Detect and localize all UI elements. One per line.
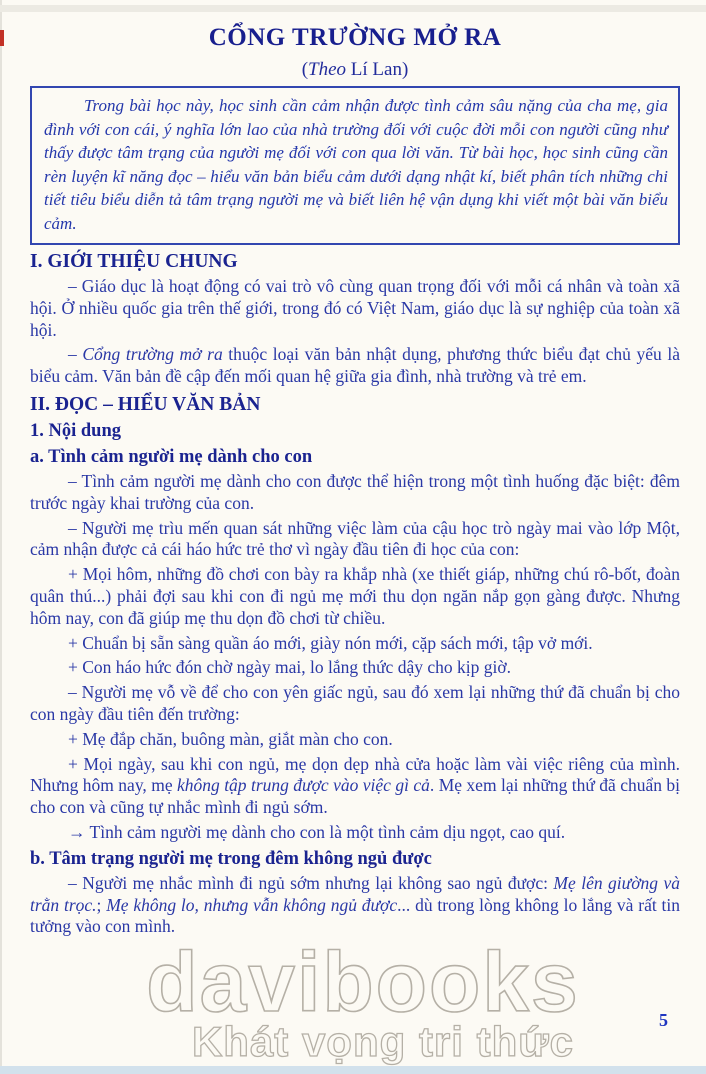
text-segment: ( [301, 59, 309, 80]
lesson-summary-text: Trong bài học này, học sinh cần cảm nhận được tình cảm sâu nặng của cha mẹ, gia đình với con cái, ý nghĩa lớn lao của nhà trường đối với cuộc đời mỗi con người cũng như thấy được tâm trạng của người mẹ đối với con qua lời văn. Từ bài học, học sinh cũng cần rèn luyện kĩ năng đọc – hiểu văn bản biểu cảm dưới dạng nhật kí, biết phân tích những chi tiết tiêu biểu diễn tả tâm trạng người mẹ và biết liên hệ vận dụng khi viết một bài văn biểu cảm. [44, 96, 668, 233]
page-number: 5 [659, 1010, 668, 1030]
text-segment: không tập trung được vào việc gì cả [177, 775, 430, 796]
section-heading-gioi-thieu-chung: I. GIỚI THIỆU CHUNG [30, 251, 238, 272]
author-byline [30, 59, 680, 81]
paragraph-a-7: + Mẹ đắp chăn, buông màn, giắt màn cho con. [68, 728, 393, 749]
paragraph-a-3: + Mọi hôm, những đồ chơi con bày ra khắp nhà (xe thiết giáp, những chú rô-bốt, đoàn quân thú...) phải đợi sau khi con đi ngủ mẹ mới thu dọn ngăn nắp gọn gàng được. Nhưng hôm nay, con đã giúp mẹ thu dọn đồ chơi từ chiều. [30, 564, 680, 628]
text-segment: Mẹ lên giường và trằn trọc. [30, 872, 680, 915]
paragraph-a-6: – Người mẹ vỗ về để cho con yên giấc ngủ, sau đó xem lại những thứ đã chuẩn bị cho con ngày đầu tiên đến trường: [30, 682, 680, 724]
section-heading-doc-hieu-van-ban: II. ĐỌC – HIỂU VĂN BẢN [30, 393, 261, 415]
lesson-title: CỔNG TRƯỜNG MỞ RA [208, 24, 502, 51]
paragraph-b-1 [30, 873, 680, 938]
scan-edge-bottom-strip [0, 1066, 706, 1074]
paragraph-intro-1: – Giáo dục là hoạt động có vai trò vô cùng quan trọng đối với mỗi cá nhân và toàn xã hội. Ở nhiều quốc gia trên thế giới, trong đó có Việt Nam, giáo dục là sự nghiệp của toàn xã hội. [30, 276, 680, 340]
text-segment: ; [96, 894, 107, 915]
text-segment: Cổng trường mở ra [82, 344, 223, 365]
subsection-heading-b-tam-trang: b. Tâm trạng người mẹ trong đêm không ngủ được [30, 848, 432, 869]
text-segment: Theo [308, 59, 347, 80]
watermark-brand-text: davibooks [146, 935, 580, 1029]
paragraph-a-1: – Tình cảm người mẹ dành cho con được thể hiện trong một tình huống đặc biệt: đêm trước ngày khai trường của con. [30, 470, 680, 513]
paragraph-a-4: + Chuẩn bị sẵn sàng quần áo mới, giày nón mới, cặp sách mới, tập vở mới. [68, 632, 593, 653]
text-segment: + Mọi ngày, sau khi con ngủ, mẹ dọn dẹp nhà cửa hoặc làm vài việc riêng của mình. Nhưng hôm nay, mẹ [30, 753, 680, 796]
paragraph-a-conclusion: → Tình cảm người mẹ dành cho con là một tình cảm dịu ngọt, cao quí. [68, 821, 566, 842]
text-segment: – [68, 344, 83, 365]
subsection-heading-noi-dung: 1. Nội dung [30, 420, 121, 441]
watermark-slogan-text: Khát vọng tri thức [191, 1018, 575, 1065]
watermark [0, 935, 706, 1065]
text-segment: thuộc loại văn bản nhật dụng, phương thức biểu đạt chủ yếu là biểu cảm. Văn bản đề cập đến mối quan hệ giữa gia đình, nhà trường và trẻ em. [30, 344, 681, 387]
paragraph-a-8 [30, 754, 680, 819]
paragraph-a-2: – Người mẹ trìu mến quan sát những việc làm của cậu học trò ngày mai vào lớp Một, cảm nhận được cả cái háo hức trẻ thơ vì ngày đầu tiên đi học của con: [30, 517, 680, 560]
text-segment: Lí Lan) [346, 59, 409, 80]
text-segment: – Người mẹ nhắc mình đi ngủ sớm nhưng lại không sao ngủ được: [68, 872, 554, 893]
lesson-summary-box [30, 86, 680, 245]
subsection-heading-a-tinh-cam: a. Tình cảm người mẹ dành cho con [30, 446, 313, 467]
text-segment: ... dù trong lòng không lo lắng và rất tin tưởng vào con mình. [30, 894, 680, 937]
text-segment: Mẹ không lo, nhưng vẫn không ngủ được [106, 894, 398, 915]
paragraph-intro-2 [30, 344, 680, 388]
text-segment: . Mẹ xem lại những thứ đã chuẩn bị cho con và cũng tự nhắc mình đi ngủ sớm. [30, 775, 681, 818]
paragraph-a-5: + Con háo hức đón chờ ngày mai, lo lắng thức dậy cho kịp giờ. [68, 657, 511, 678]
